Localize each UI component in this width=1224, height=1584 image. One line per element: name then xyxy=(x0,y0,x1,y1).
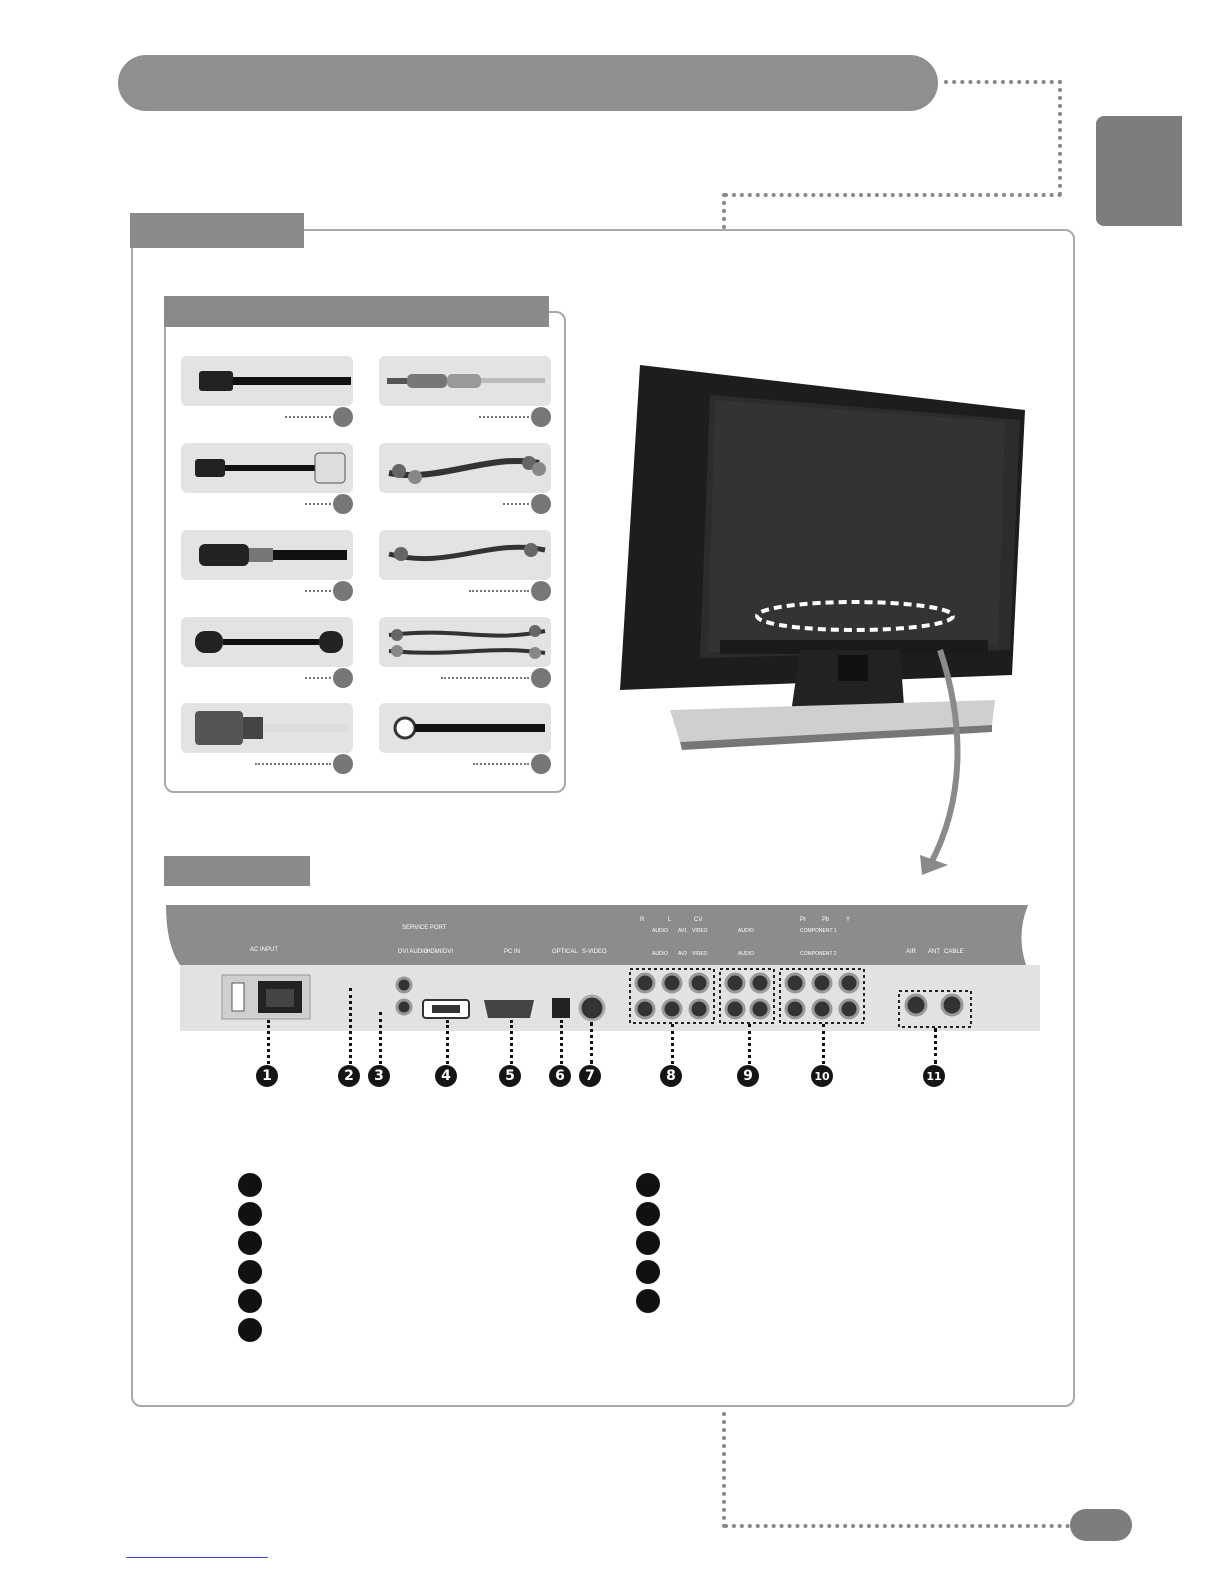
rear-panel xyxy=(166,905,1040,1031)
tv-rear-illustration xyxy=(600,350,1050,880)
cable-card xyxy=(181,617,353,667)
connector-number-5: 5 xyxy=(499,1065,521,1087)
label-ac-input: AC INPUT xyxy=(250,947,279,953)
page-number-badge xyxy=(1070,1509,1132,1541)
cable-marker xyxy=(255,754,353,774)
cable-card xyxy=(181,443,353,493)
header-dotted-line-drop xyxy=(722,193,726,229)
cable-card xyxy=(181,530,353,580)
leader-line-1 xyxy=(267,1020,270,1064)
hdmi-cable-icon xyxy=(181,356,353,406)
cable-marker xyxy=(305,494,353,514)
cable-marker xyxy=(469,581,551,601)
label-av2: AV2 xyxy=(678,951,688,957)
leader-line-8 xyxy=(671,1024,674,1064)
label-hdmi-dvi: HDMI/DVI xyxy=(426,949,453,955)
cable-marker xyxy=(305,668,353,688)
legend-bullet xyxy=(238,1202,262,1226)
cable-card xyxy=(181,356,353,406)
header-dotted-line-vertical xyxy=(1058,80,1062,196)
connector-number-8: 8 xyxy=(660,1065,682,1087)
connector-number-10: 10 xyxy=(811,1065,833,1087)
hdmi-dvi-cable-icon xyxy=(181,443,353,493)
label-ant: ANT xyxy=(928,949,940,955)
label-r-av1: R xyxy=(640,917,645,923)
leader-line-3 xyxy=(379,1012,382,1064)
leader-line-6 xyxy=(560,1020,563,1064)
leader-line-9 xyxy=(748,1024,751,1064)
cable-marker xyxy=(305,581,353,601)
label-audio-av1: AUDIO xyxy=(652,928,668,934)
label-s-video: S-VIDEO xyxy=(582,949,607,955)
cable-marker xyxy=(479,407,551,427)
leader-line-2 xyxy=(349,988,352,1064)
label-component1: COMPONENT 1 xyxy=(800,928,837,934)
label-component2: COMPONENT 2 xyxy=(800,951,837,957)
label-cable: CABLE xyxy=(944,949,964,955)
connector-number-7: 7 xyxy=(579,1065,601,1087)
connector-number-6: 6 xyxy=(549,1065,571,1087)
legend-bullet xyxy=(636,1202,660,1226)
leader-line-4 xyxy=(446,1020,449,1064)
s-video-cable-icon xyxy=(181,617,353,667)
leader-line-7 xyxy=(590,1022,593,1064)
label-air: AIR xyxy=(906,949,917,955)
cable-card xyxy=(379,703,551,753)
connector-number-2: 2 xyxy=(338,1065,360,1087)
legend-bullet xyxy=(238,1173,262,1197)
rca-audio-cable-icon xyxy=(379,530,551,580)
label-audio-av2: AUDIO xyxy=(652,951,668,957)
cables-tab xyxy=(164,296,549,327)
component-cable-icon xyxy=(379,617,551,667)
label-pr-comp1: Pr xyxy=(800,917,806,923)
cable-card xyxy=(379,356,551,406)
cable-marker xyxy=(473,754,551,774)
cable-marker xyxy=(503,494,551,514)
label-video-av1: VIDEO xyxy=(692,928,708,934)
chapter-header xyxy=(118,55,938,111)
header-dotted-line xyxy=(944,80,1062,84)
legend-bullet xyxy=(238,1231,262,1255)
leader-line-5 xyxy=(510,1020,513,1064)
optical-cable-icon xyxy=(181,530,353,580)
label-av1: AV1 xyxy=(678,928,688,934)
label-cv-av1: CV xyxy=(694,917,703,923)
legend-bullet xyxy=(238,1260,262,1284)
legend-bullet xyxy=(238,1318,262,1342)
footer-dotted-line xyxy=(722,1412,726,1528)
connector-number-11: 11 xyxy=(923,1065,945,1087)
cable-card xyxy=(181,703,353,753)
cable-marker xyxy=(285,407,353,427)
label-y-comp1: Y xyxy=(846,917,851,923)
label-dvi-audio: DVI AUDIO xyxy=(398,949,429,955)
legend-bullet xyxy=(636,1260,660,1284)
label-audio-comp2: AUDIO xyxy=(738,951,754,957)
connector-number-9: 9 xyxy=(737,1065,759,1087)
label-pb-comp1: Pb xyxy=(822,917,830,923)
legend-bullet xyxy=(636,1231,660,1255)
vga-cable-icon xyxy=(181,703,353,753)
leader-line-10 xyxy=(822,1024,825,1064)
legend-bullet xyxy=(238,1289,262,1313)
audio-minijack-cable-icon xyxy=(379,356,551,406)
label-l-av1: L xyxy=(668,917,672,923)
label-audio-comp1: AUDIO xyxy=(738,928,754,934)
header-dotted-line-bottom xyxy=(724,193,1062,197)
leader-line-11 xyxy=(934,1028,937,1064)
footer-dotted-line-horizontal xyxy=(724,1524,1070,1528)
rca-av-cable-icon xyxy=(379,443,551,493)
cable-marker xyxy=(441,668,551,688)
chapter-side-tab[interactable] xyxy=(1096,116,1182,226)
label-pc-in: PC IN xyxy=(504,949,521,955)
legend-bullet xyxy=(636,1173,660,1197)
cable-card xyxy=(379,443,551,493)
cable-card xyxy=(379,617,551,667)
legend-bullet xyxy=(636,1289,660,1313)
footer-link[interactable] xyxy=(126,1557,268,1558)
connector-number-3: 3 xyxy=(368,1065,390,1087)
label-video-av2: VIDEO xyxy=(692,951,708,957)
label-service-port: SERVICE PORT xyxy=(402,925,447,931)
connector-number-4: 4 xyxy=(435,1065,457,1087)
label-optical: OPTICAL xyxy=(552,949,578,955)
panel-tab xyxy=(164,856,310,886)
coaxial-cable-icon xyxy=(379,703,551,753)
section-tab xyxy=(130,213,304,248)
connector-number-1: 1 xyxy=(256,1065,278,1087)
cable-card xyxy=(379,530,551,580)
